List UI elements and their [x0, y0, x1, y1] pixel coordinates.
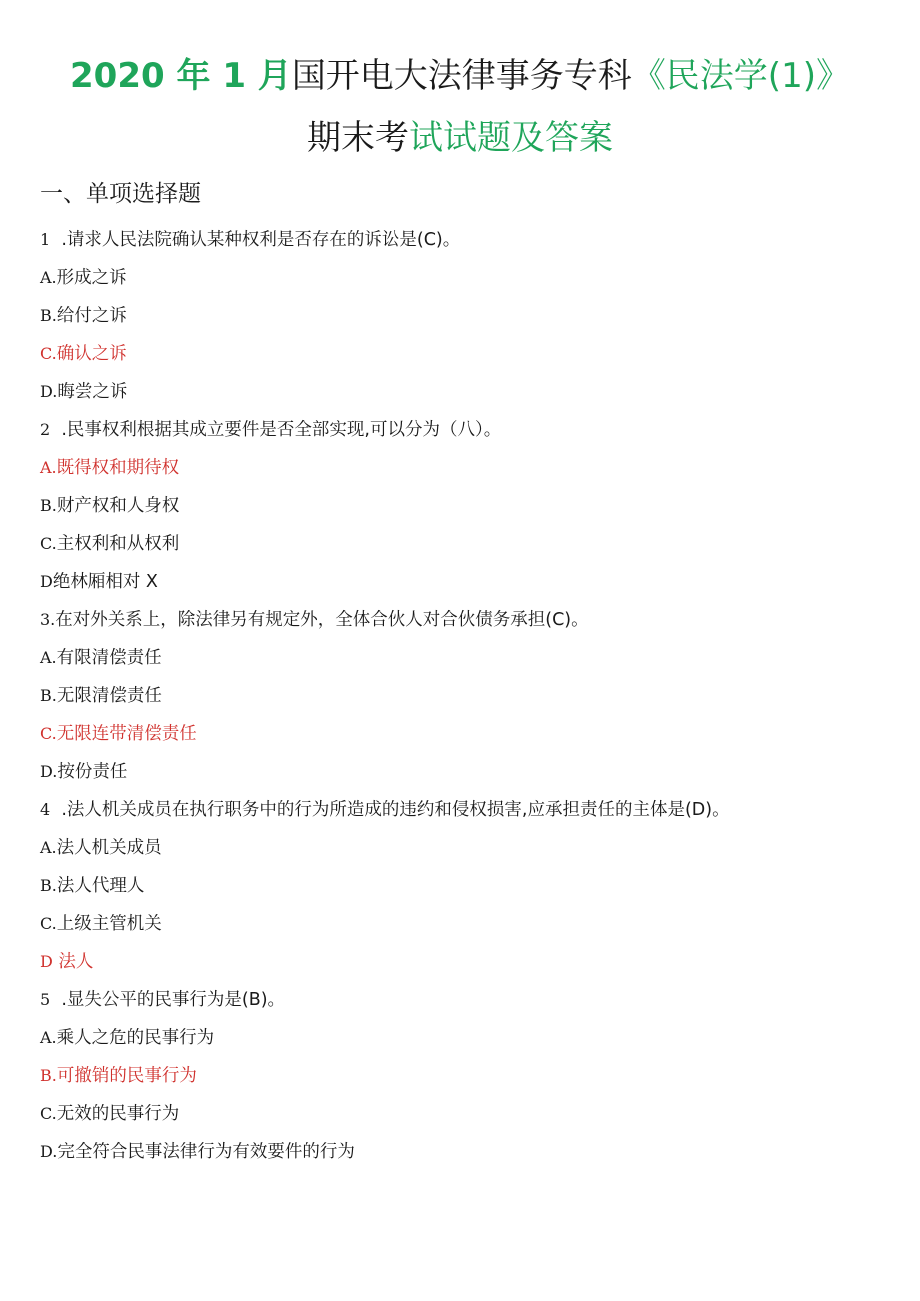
- option-text: 无限清偿责任: [56, 686, 162, 706]
- option-marker: D.: [40, 762, 58, 781]
- document-title-line-1: [0, 56, 920, 96]
- option-marker: B.: [40, 1066, 57, 1085]
- option: [40, 532, 179, 556]
- option-text: 既得权和期待权: [56, 458, 180, 478]
- option: [40, 380, 127, 404]
- option-marker: C.: [40, 534, 57, 553]
- question-stem: [40, 418, 501, 442]
- document-title-line-2: [0, 118, 920, 158]
- option: [40, 1026, 214, 1050]
- option-text: 按份责任: [57, 762, 128, 782]
- option-text: 上级主管机关: [56, 914, 162, 934]
- option-text: 晦尝之诉: [57, 382, 128, 402]
- option-text: 主权利和从权利: [56, 534, 180, 554]
- question-text: .民事权利根据其成立要件是否全部实现,可以分为（八）。: [61, 420, 502, 440]
- option-text: 绝林厢相对 X: [52, 572, 158, 592]
- option-marker: B.: [40, 496, 57, 515]
- option-text: 有限清偿责任: [56, 648, 162, 668]
- option-text: 给付之诉: [56, 306, 127, 326]
- option-marker: D: [40, 572, 53, 591]
- option-text: 乘人之危的民事行为: [56, 1028, 215, 1048]
- title-school-major: 国开电大法律事务专科: [291, 56, 632, 96]
- option-marker: D: [40, 952, 53, 971]
- option: [40, 912, 162, 936]
- option-marker: A.: [40, 648, 57, 667]
- question-number: 3.: [40, 610, 56, 629]
- option-marker: A.: [40, 458, 57, 477]
- question-number: 5: [40, 990, 51, 1009]
- option-text: 完全符合民事法律行为有效要件的行为: [57, 1142, 355, 1162]
- option: [40, 874, 144, 898]
- option-correct-answer: [40, 1064, 197, 1088]
- option-text: 法人代理人: [56, 876, 145, 896]
- option-marker: D.: [40, 382, 58, 401]
- question-stem: [40, 228, 460, 252]
- option: [40, 494, 179, 518]
- option-text: 无效的民事行为: [56, 1104, 180, 1124]
- option-text: 法人: [58, 952, 94, 972]
- section-heading: 一、单项选择题: [40, 181, 201, 207]
- option-correct-answer: [40, 950, 93, 974]
- title-date: 2020 年 1 月: [70, 56, 292, 96]
- option: [40, 836, 162, 860]
- option-marker: D.: [40, 1142, 58, 1161]
- option-correct-answer: [40, 722, 197, 746]
- option-text: 确认之诉: [56, 344, 127, 364]
- option-correct-answer: [40, 342, 127, 366]
- option: [40, 304, 127, 328]
- option: [40, 1140, 355, 1164]
- question-number: 2: [40, 420, 51, 439]
- option-text: 法人机关成员: [56, 838, 162, 858]
- title-exam: 期末考: [307, 118, 409, 158]
- option-text: 形成之诉: [56, 268, 127, 288]
- title-questions-answers: 试试题及答案: [409, 118, 613, 158]
- option: [40, 266, 127, 290]
- option-marker: B.: [40, 876, 57, 895]
- option: [40, 760, 127, 784]
- option-marker: C.: [40, 724, 57, 743]
- option: [40, 646, 162, 670]
- option-correct-answer: [40, 456, 179, 480]
- option: [40, 570, 158, 594]
- option-marker: C.: [40, 344, 57, 363]
- question-stem: [40, 608, 589, 632]
- option-text: 无限连带清偿责任: [56, 724, 197, 744]
- option-marker: C.: [40, 1104, 57, 1123]
- question-number: 1: [40, 230, 51, 249]
- question-number: 4: [40, 800, 51, 819]
- question-text: .请求人民法院确认某种权利是否存在的诉讼是(C)。: [61, 230, 461, 250]
- question-text: .显失公平的民事行为是(B)。: [61, 990, 286, 1010]
- option-marker: A.: [40, 1028, 57, 1047]
- question-text: 在对外关系上，除法律另有规定外，全体合伙人对合伙债务承担(C)。: [55, 610, 589, 630]
- option: [40, 684, 162, 708]
- option-marker: A.: [40, 268, 57, 287]
- option-marker: C.: [40, 914, 57, 933]
- option-text: 可撤销的民事行为: [56, 1066, 197, 1086]
- option-marker: B.: [40, 306, 57, 325]
- title-course: 《民法学(1)》: [631, 56, 850, 96]
- question-stem: [40, 798, 730, 822]
- option-marker: A.: [40, 838, 57, 857]
- question-text: .法人机关成员在执行职务中的行为所造成的违约和侵权损害,应承担责任的主体是(D)。: [61, 800, 730, 820]
- option-marker: B.: [40, 686, 57, 705]
- option-text: 财产权和人身权: [56, 496, 180, 516]
- option: [40, 1102, 179, 1126]
- question-stem: [40, 988, 285, 1012]
